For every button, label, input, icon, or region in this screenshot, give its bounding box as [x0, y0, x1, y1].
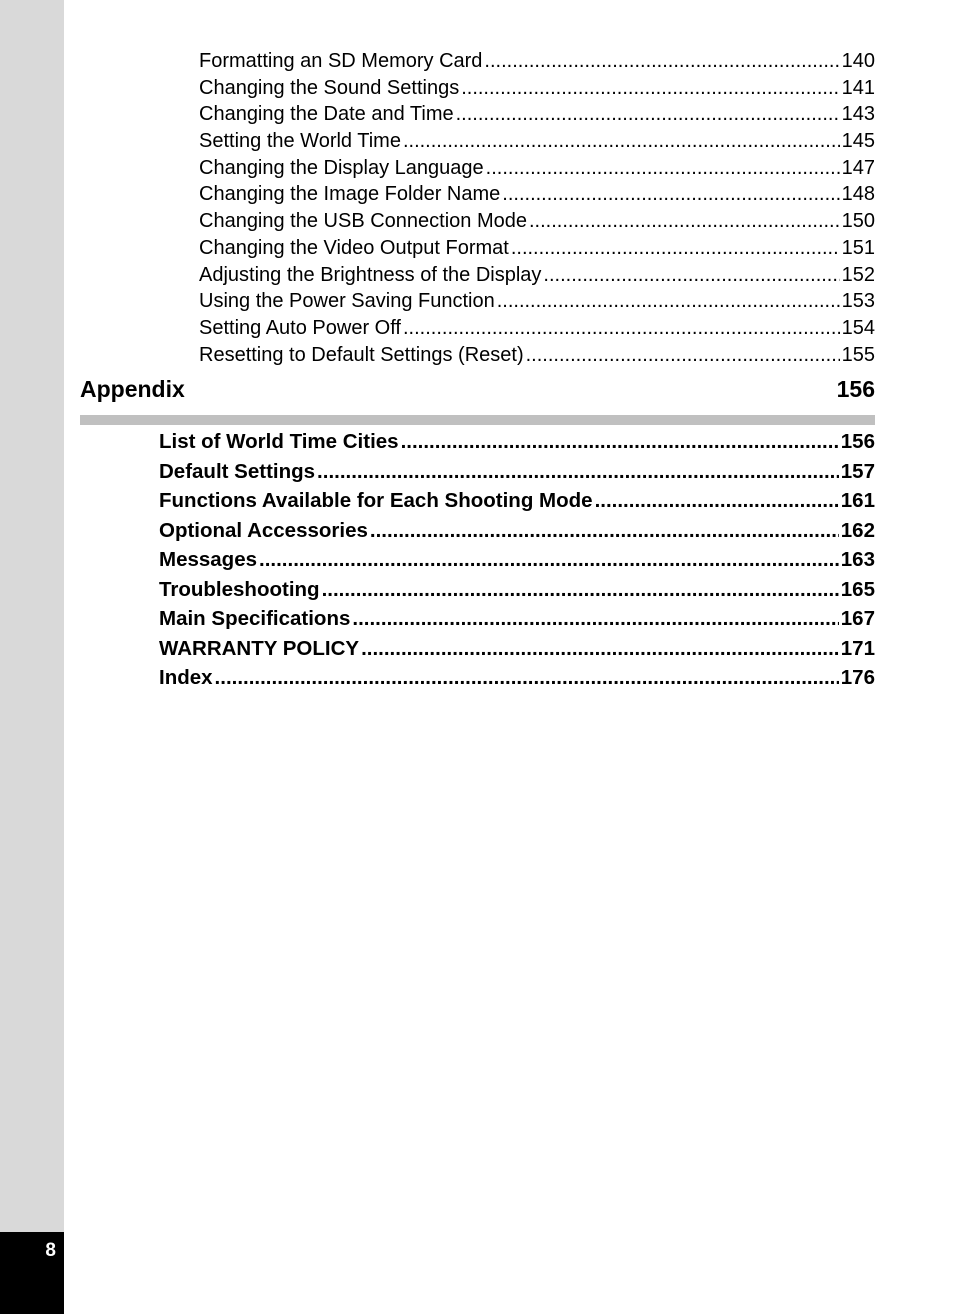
toc-entry[interactable] — [159, 607, 875, 637]
toc-entry-page: 176 — [840, 666, 875, 689]
toc-entry-page: 162 — [840, 518, 875, 542]
leader-dots — [403, 130, 840, 153]
leader-dots — [352, 607, 838, 631]
toc-entry[interactable] — [159, 519, 875, 549]
toc-entry[interactable] — [199, 130, 875, 157]
toc-entry-page: 157 — [840, 459, 875, 483]
toc-entry-page: 152 — [841, 263, 875, 286]
toc-entry-label: Index — [159, 666, 213, 689]
toc-entry-page: 156 — [840, 430, 875, 453]
leader-dots — [486, 157, 840, 180]
toc-entry-label: Changing the Image Folder Name — [199, 183, 501, 206]
toc-entry-page: 143 — [841, 103, 875, 126]
toc-entry-label: Messages — [159, 548, 258, 571]
toc-entry-label: Setting Auto Power Off — [199, 316, 401, 339]
leader-dots — [317, 460, 839, 484]
toc-entry-page: 165 — [840, 577, 875, 601]
toc-entry-label: Changing the Sound Settings — [199, 76, 460, 99]
leader-dots — [322, 578, 839, 602]
leader-dots — [461, 77, 839, 100]
leader-dots — [259, 548, 839, 572]
toc-entry-page: 141 — [841, 76, 875, 99]
toc-entry[interactable] — [199, 183, 875, 210]
toc-entry-label: Setting the World Time — [199, 130, 401, 153]
toc-entry[interactable] — [199, 317, 875, 344]
toc-entry-page: 167 — [840, 607, 875, 630]
leader-dots — [543, 264, 839, 287]
toc-entry-label: WARRANTY POLICY — [159, 636, 360, 660]
toc-entry[interactable] — [199, 264, 875, 291]
toc-entry-page: 145 — [841, 130, 875, 153]
section-title: Appendix — [80, 376, 185, 402]
toc-entry-page: 155 — [841, 343, 875, 366]
toc-entry-page: 151 — [841, 236, 875, 259]
leader-dots — [511, 237, 840, 260]
toc-entry[interactable] — [159, 666, 875, 696]
toc-entry-label: Troubleshooting — [159, 577, 320, 601]
toc-entry-label: Main Specifications — [159, 607, 351, 630]
section-heading-appendix[interactable] — [80, 376, 875, 403]
page-sidebar — [0, 0, 64, 1314]
toc-entry[interactable] — [199, 50, 875, 77]
toc-entry[interactable] — [199, 77, 875, 104]
toc-entry[interactable] — [199, 344, 875, 371]
leader-dots — [502, 183, 839, 206]
toc-entry-page: 153 — [841, 290, 875, 313]
toc-entry-label: Resetting to Default Settings (Reset) — [199, 343, 524, 366]
toc-entry-page: 148 — [841, 183, 875, 206]
toc-entry-label: List of World Time Cities — [159, 430, 399, 453]
toc-entry-label: Changing the USB Connection Mode — [199, 210, 527, 233]
toc-entry[interactable] — [159, 548, 875, 578]
leader-dots — [456, 103, 840, 126]
toc-entry-label: Functions Available for Each Shooting Mode — [159, 489, 593, 512]
section-divider — [80, 415, 875, 425]
toc-entry-label: Optional Accessories — [159, 518, 368, 542]
toc-entry-page: 140 — [841, 50, 875, 72]
leader-dots — [497, 290, 840, 313]
toc-entry-label: Adjusting the Brightness of the Display — [199, 263, 542, 286]
toc-entry-page: 163 — [840, 548, 875, 571]
toc-subsection-list — [199, 50, 875, 370]
toc-entry-page: 171 — [840, 636, 875, 660]
page-number: 8 — [45, 1240, 56, 1261]
toc-entry-label: Using the Power Saving Function — [199, 290, 495, 313]
leader-dots — [529, 210, 840, 233]
toc-entry-label: Changing the Date and Time — [199, 103, 454, 126]
leader-dots — [484, 50, 839, 73]
toc-entry[interactable] — [199, 157, 875, 184]
leader-dots — [403, 317, 840, 340]
toc-entry-page: 147 — [841, 156, 875, 179]
leader-dots — [370, 519, 839, 543]
toc-entry[interactable] — [159, 460, 875, 490]
toc-entry[interactable] — [199, 290, 875, 317]
toc-entry[interactable] — [199, 237, 875, 264]
leader-dots — [401, 430, 839, 454]
toc-entry-label: Changing the Display Language — [199, 156, 484, 179]
leader-dots — [215, 666, 839, 690]
toc-entry[interactable] — [199, 103, 875, 130]
toc-entry-label: Default Settings — [159, 459, 316, 483]
leader-dots — [595, 489, 839, 513]
toc-entry-label: Formatting an SD Memory Card — [199, 50, 483, 72]
toc-entry-page: 150 — [841, 210, 875, 233]
toc-entry-label: Changing the Video Output Format — [199, 236, 509, 259]
leader-dots — [526, 344, 840, 367]
toc-entry[interactable] — [199, 210, 875, 237]
toc-entry[interactable] — [159, 637, 875, 667]
toc-entry[interactable] — [159, 578, 875, 608]
toc-entry[interactable] — [159, 489, 875, 519]
toc-entry-page: 161 — [840, 489, 875, 512]
leader-dots — [361, 637, 839, 661]
section-page: 156 — [836, 376, 875, 402]
toc-entry-page: 154 — [841, 316, 875, 339]
toc-entry[interactable] — [159, 430, 875, 460]
toc-main-list — [159, 430, 875, 696]
